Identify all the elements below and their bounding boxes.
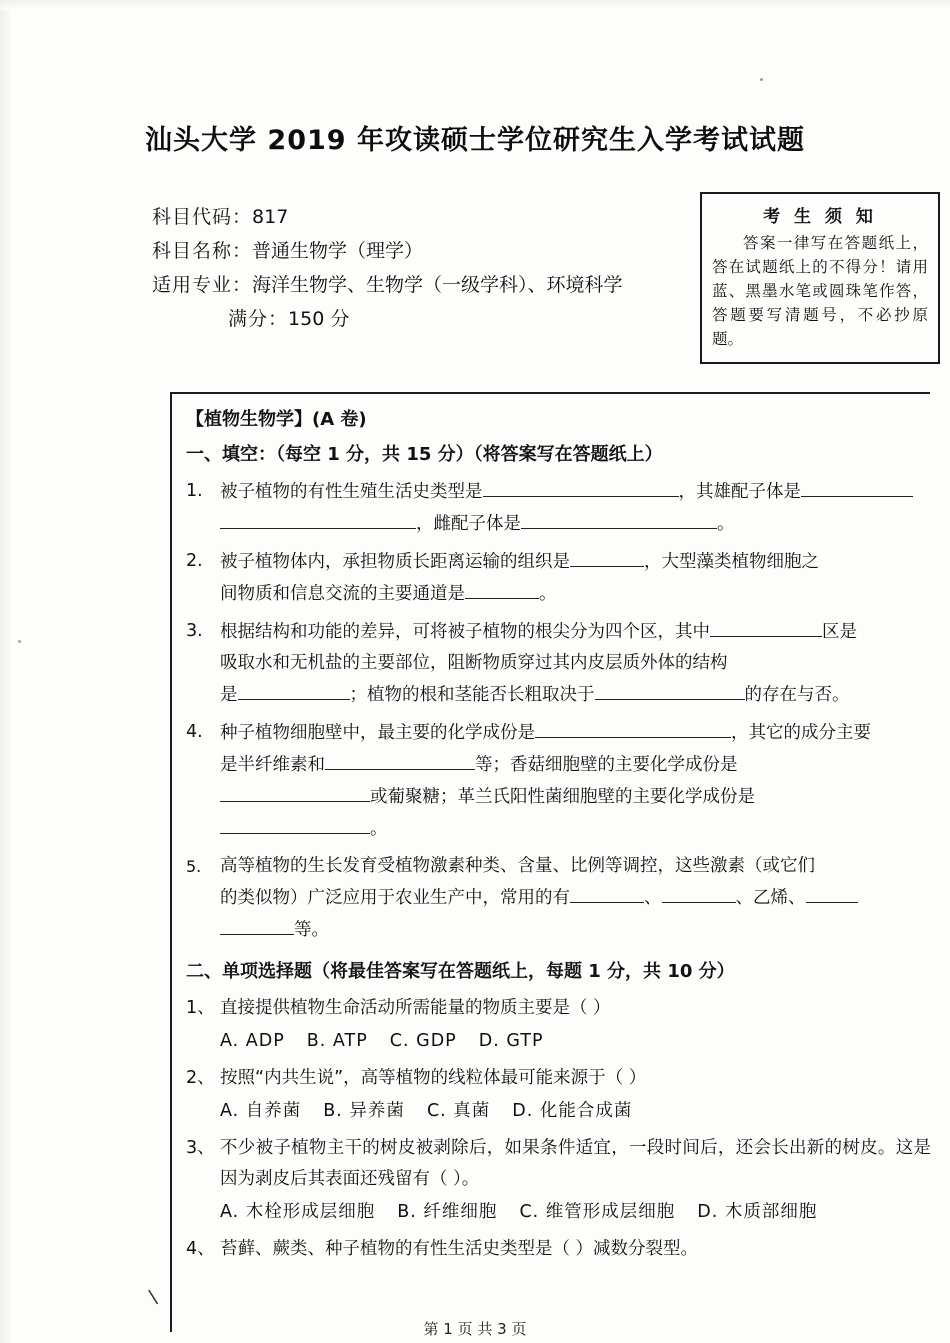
handwritten-mark: \ xyxy=(147,1285,160,1309)
answer-blank[interactable] xyxy=(325,749,475,770)
option-c[interactable]: C. 维管形成层细胞 xyxy=(519,1202,676,1222)
fill-question-2 xyxy=(186,546,931,610)
answer-blank[interactable] xyxy=(535,717,731,738)
subject-major-label: 适用专业： xyxy=(152,274,253,296)
option-a[interactable]: A. 自养菌 xyxy=(220,1101,302,1121)
option-b[interactable]: B. 纤维细胞 xyxy=(397,1202,498,1222)
question-text xyxy=(220,616,931,711)
q2-line2a: 间物质和信息交流的主要通道是 xyxy=(220,584,465,604)
option-a[interactable]: A. ADP xyxy=(220,1031,285,1051)
q5-line2c: 、乙烯、 xyxy=(735,888,806,908)
candidate-notice-body: 答案一律写在答题纸上，答在试题纸上的不得分！请用蓝、黑墨水笔或圆珠笔作答，答题要写清题号，不必抄原题。 xyxy=(712,234,928,348)
question-text xyxy=(220,1234,931,1265)
q2-line2b: 。 xyxy=(539,584,557,604)
q1-line1b: ，其雄配子体是 xyxy=(678,482,801,502)
q1-line1a: 被子植物的有性生殖生活史类型是 xyxy=(220,482,483,502)
answer-blank[interactable] xyxy=(570,882,644,903)
option-c[interactable]: C. GDP xyxy=(389,1031,457,1051)
q5-line3b: 等。 xyxy=(294,920,329,940)
subject-name-row xyxy=(152,234,623,268)
answer-blank[interactable] xyxy=(521,508,717,529)
subject-score-value: 150 分 xyxy=(288,308,350,330)
question-text xyxy=(220,476,931,540)
question-number: 2、 xyxy=(186,1068,215,1088)
scan-speck xyxy=(760,78,763,81)
answer-blank[interactable] xyxy=(220,508,416,529)
question-number: 1、 xyxy=(186,998,215,1018)
answer-blank[interactable] xyxy=(220,813,370,834)
q3-line3a: 是 xyxy=(220,685,238,705)
option-b[interactable]: B. 异养菌 xyxy=(323,1101,405,1121)
question-text xyxy=(220,546,931,610)
choice-4-stem: 苔藓、蕨类、种子植物的有性生活史类型是（ ）减数分裂型。 xyxy=(220,1239,699,1259)
question-number: 1. xyxy=(186,481,203,501)
answer-blank[interactable] xyxy=(595,679,745,700)
choice-1-options xyxy=(220,1026,931,1057)
q3-line1b: 区是 xyxy=(822,622,857,642)
scan-edge-left xyxy=(0,0,14,1343)
question-text xyxy=(220,1063,931,1127)
q4-line3a: 或葡聚糖；革兰氏阳性菌细胞壁的主要化学成份是 xyxy=(370,787,755,807)
option-a[interactable]: A. 木栓形成层细胞 xyxy=(220,1202,376,1222)
q3-line3c: 的存在与否。 xyxy=(744,685,850,705)
q2-line1b: ，大型藻类植物细胞之 xyxy=(644,552,819,572)
subject-code-value: 817 xyxy=(252,206,289,228)
answer-blank[interactable] xyxy=(483,476,679,497)
q1-line2b: 。 xyxy=(717,514,735,534)
q3-line2: 吸取水和无机盐的主要部位，阻断物质穿过其内皮层质外体的结构 xyxy=(220,653,728,673)
q4-line1b: ，其它的成分主要 xyxy=(731,723,871,743)
option-c[interactable]: C. 真菌 xyxy=(426,1101,491,1121)
subject-name-value: 普通生物学（理学） xyxy=(252,240,424,262)
answer-blank[interactable] xyxy=(806,882,858,903)
question-number: 4. xyxy=(186,722,203,742)
subject-score-row xyxy=(152,302,623,336)
page-footer: 第 1 页 共 3 页 xyxy=(423,1320,527,1338)
answer-blank[interactable] xyxy=(710,616,822,637)
answer-blank[interactable] xyxy=(570,546,644,567)
option-d[interactable]: D. GTP xyxy=(478,1031,544,1051)
q4-line4b: 。 xyxy=(370,819,388,839)
question-text xyxy=(220,717,931,845)
answer-blank[interactable] xyxy=(465,578,539,599)
answer-blank[interactable] xyxy=(662,882,736,903)
question-text xyxy=(220,851,931,946)
exam-content xyxy=(186,400,931,1265)
question-number: 4、 xyxy=(186,1239,215,1259)
q3-line3b: ；植物的根和茎能否长粗取决于 xyxy=(349,685,595,705)
section-2-heading: 二、单项选择题（将最佳答案写在答题纸上，每题 1 分，共 10 分） xyxy=(186,961,735,982)
answer-blank[interactable] xyxy=(801,476,913,497)
option-d[interactable]: D. 化能合成菌 xyxy=(512,1101,633,1121)
fill-question-4 xyxy=(186,717,931,845)
subject-code-label: 科目代码： xyxy=(152,206,253,228)
fill-question-5 xyxy=(186,851,931,946)
subject-meta xyxy=(152,200,623,336)
q5-line2b: 、 xyxy=(644,888,662,908)
fill-question-3 xyxy=(186,616,931,711)
paper-heading: 【植物生物学】(A 卷) xyxy=(186,409,367,430)
choice-question-2 xyxy=(186,1063,931,1127)
option-b[interactable]: B. ATP xyxy=(306,1031,368,1051)
section-1-heading: 一、填空：（每空 1 分，共 15 分）（将答案写在答题纸上） xyxy=(186,444,663,465)
option-d[interactable]: D. 木质部细胞 xyxy=(697,1202,818,1222)
candidate-notice-heading: 考 生 须 知 xyxy=(763,207,877,227)
answer-blank[interactable] xyxy=(220,781,370,802)
subject-code-row xyxy=(152,200,623,234)
choice-question-1 xyxy=(186,993,931,1057)
answer-blank[interactable] xyxy=(238,679,350,700)
choice-1-stem: 直接提供植物生命活动所需能量的物质主要是（ ） xyxy=(220,998,611,1018)
subject-score-label: 满分： xyxy=(228,308,289,330)
candidate-notice-box xyxy=(700,192,940,364)
choice-3-stem: 不少被子植物主干的树皮被剥除后，如果条件适宜，一段时间后，还会长出新的树皮。这是因为剥皮后其表面还残留有（ ）。 xyxy=(220,1138,931,1189)
choice-2-options xyxy=(220,1096,931,1127)
question-number: 3、 xyxy=(186,1138,215,1158)
q5-line1: 高等植物的生长发育受植物激素种类、含量、比例等调控，这些激素（或它们 xyxy=(220,856,815,876)
q4-line1a: 种子植物细胞壁中，最主要的化学成份是 xyxy=(220,723,535,743)
answer-blank[interactable] xyxy=(220,914,294,935)
q3-line1a: 根据结构和功能的差异，可将被子植物的根尖分为四个区，其中 xyxy=(220,622,710,642)
subject-major-value: 海洋生物学、生物学（一级学科）、环境科学 xyxy=(252,274,623,296)
question-number: 3. xyxy=(186,621,203,641)
scan-speck xyxy=(18,640,21,643)
choice-3-options xyxy=(220,1197,931,1228)
subject-major-row xyxy=(152,268,623,302)
question-text xyxy=(220,993,931,1057)
q2-line1a: 被子植物体内，承担物质长距离运输的组织是 xyxy=(220,552,570,572)
choice-2-stem: 按照“内共生说”，高等植物的线粒体最可能来源于（ ） xyxy=(220,1068,647,1088)
page-title: 汕头大学 2019 年攻读硕士学位研究生入学考试试题 xyxy=(145,125,805,156)
question-number: 2. xyxy=(186,551,203,571)
q4-line2a: 是半纤维素和 xyxy=(220,755,325,775)
choice-question-3 xyxy=(186,1133,931,1228)
question-number: 5. xyxy=(186,857,202,876)
fill-question-1 xyxy=(186,476,931,540)
q4-line2b: 等；香菇细胞壁的主要化学成份是 xyxy=(475,755,738,775)
q1-line2a: ，雌配子体是 xyxy=(416,514,521,534)
scan-edge-top xyxy=(0,0,950,10)
q5-line2a: 的类似物）广泛应用于农业生产中，常用的有 xyxy=(220,888,570,908)
question-text xyxy=(220,1133,931,1228)
subject-name-label: 科目名称： xyxy=(152,240,253,262)
choice-question-4 xyxy=(186,1234,931,1265)
